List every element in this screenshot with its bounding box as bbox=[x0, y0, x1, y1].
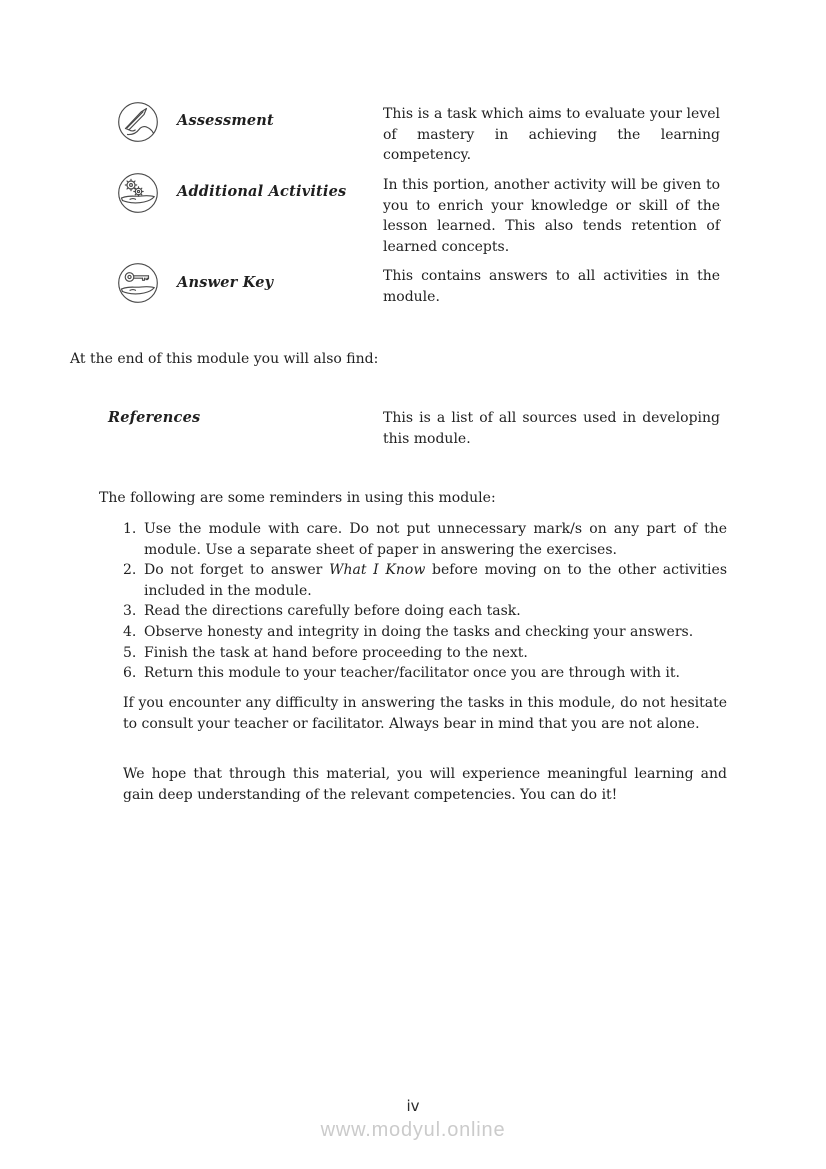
reminder-text: Read the directions carefully before doing each task. bbox=[144, 603, 521, 620]
reminders-list bbox=[123, 519, 727, 684]
reminder-item-2 bbox=[123, 560, 727, 601]
reminder-number: 5. bbox=[123, 644, 137, 661]
watermark-text: www.modyul.online bbox=[320, 1119, 506, 1141]
page-number: iv bbox=[406, 1097, 420, 1115]
reminder-number: 6. bbox=[123, 665, 137, 682]
closing-paragraph-1: If you encounter any difficulty in answering the tasks in this module, do not hesitate to consult your teacher or facilitator. Always bear in mind that you are not alone. bbox=[123, 695, 727, 732]
reminder-number: 2. bbox=[123, 562, 137, 579]
reminder-number: 3. bbox=[123, 603, 137, 620]
section-description-references: This is a list of all sources used in developing this module. bbox=[383, 410, 720, 447]
reminder-italic-phrase: What I Know bbox=[329, 562, 426, 579]
reminder-text: Observe honesty and integrity in doing the tasks and checking your answers. bbox=[144, 623, 694, 640]
section-description-answer-key: This contains answers to all activities in the module. bbox=[383, 268, 720, 305]
module-end-intro-text: At the end of this module you will also find: bbox=[70, 351, 379, 367]
section-description-assessment: This is a task which aims to evaluate your level of mastery in achieving the learning competency. bbox=[383, 106, 720, 164]
reminder-item-1 bbox=[123, 519, 727, 560]
reminder-number: 4. bbox=[123, 623, 137, 640]
reminder-text: Use the module with care. Do not put unnecessary mark/s on any part of the module. Use a separate sheet of paper in answering the exercises. bbox=[144, 521, 727, 558]
reminder-item-6 bbox=[123, 663, 727, 684]
reminder-item-3 bbox=[123, 601, 727, 622]
reminder-item-4 bbox=[123, 622, 727, 643]
reminder-text: Return this module to your teacher/facilitator once you are through with it. bbox=[144, 665, 680, 682]
hand-holding-gears-icon bbox=[117, 172, 159, 214]
reminder-item-5 bbox=[123, 643, 727, 664]
reminder-text: Finish the task at hand before proceeding to the next. bbox=[144, 644, 528, 661]
section-label-additional-activities: Additional Activities bbox=[177, 183, 347, 200]
reminder-number: 1. bbox=[123, 521, 137, 537]
reminders-intro-text: The following are some reminders in using this module: bbox=[99, 490, 496, 506]
section-description-additional-activities: In this portion, another activity will be given to you to enrich your knowledge or skill of the lesson learned. This also tends retention of learned concepts. bbox=[383, 177, 720, 255]
section-label-answer-key: Answer Key bbox=[177, 274, 274, 291]
hand-writing-pen-icon bbox=[117, 101, 159, 143]
section-label-references: References bbox=[108, 409, 201, 426]
hand-holding-key-icon bbox=[117, 262, 159, 304]
section-label-assessment: Assessment bbox=[177, 112, 274, 129]
reminder-text: Do not forget to answer What I Know before moving on to the other activities included in the module. bbox=[144, 562, 728, 599]
closing-paragraph-2: We hope that through this material, you will experience meaningful learning and gain deep understanding of the relevant competencies. You can do it! bbox=[123, 766, 727, 803]
